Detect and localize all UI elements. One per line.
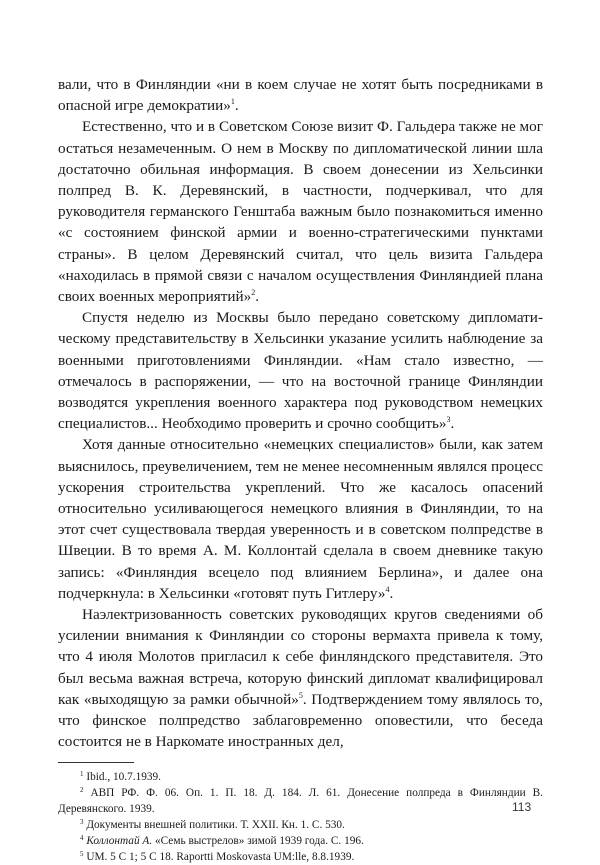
footnote-ref-1[interactable]: 1	[230, 97, 235, 107]
footnote-divider	[58, 762, 134, 763]
paragraph-5: Наэлектризованность советских руководящих кругов сведениями об усилении внимания к Финляндии со стороны вермахта привела к тому, что 4 июля Молотов пригласил к себе финляндского представителя. Это был весьма важная встреча, которую финский дипломат квалифицировал как «выходящую за рамки обычной»$^5$. Подтверждением тому являлось то, что финское полпредство заблаговременно оповестили, что беседа состоится не в Наркомате иностранных дел,	[58, 606, 543, 751]
paragraph-2: Естественно, что и в Советском Союзе визит Ф. Гальдера также не мог остаться незамеченным. О нем в Москву по дипломатической линии шла достаточно обильная информация. В своем донесении из Хельсинки полпред В. К. Деревянский, в частности, подчеркивал, что для руководителя германского Генштаба важным было познакомиться именно «с состоянием финской армии и военно-стратегическими пунктами страны». В целом Деревянский считал, что цель визита Гальдера «находилась в прямой связи с началом осуществления Финляндией плана своих военных мероприятий»$^2$.	[58, 118, 543, 306]
page-number: 113	[512, 800, 532, 814]
footnote-2: $^2$ АВП РФ. Ф. 06. Оп. 1. П. 18. Д. 184. Л. 61. Донесение полпреда в Финляндии В. Деревянского. 1939.	[58, 785, 543, 815]
footnote-ref-2[interactable]: 2	[251, 288, 256, 298]
paragraph-3: Спустя неделю из Москвы было передано советскому дипломатическому представительству в Хельсинки указание усилить наблюдение за военными приготовлениями Финляндии. «Нам стало известно, — отмечалось в распоряжении, — что на восточной границе Финляндии возводятся укрепления военного характера под руководством немецких специалистов... Необходимо проверить и срочно сообщить»$^3$.	[58, 309, 543, 433]
footnote-1: $^1$ Ibid., 10.7.1939.	[80, 769, 162, 783]
body-text	[58, 74, 543, 753]
footnotes	[58, 769, 543, 865]
footnote-ref-4[interactable]: 4	[385, 584, 390, 594]
paragraph-4: Хотя данные относительно «немецких специалистов» были, как затем выяснилось, преувеличением, тем не менее несомненным являлся процесс ускорения строительства укреплений. Что же касалось опасений относительно усиливающегося немецкого влияния в Финляндии, то на этот счет существовала твердая уверенность и в советском полпредстве в Швеции. В то время А. М. Коллонтай сделала в своем дневнике такую запись: «Финляндия всецело под влиянием Берлина», и далее она подчеркнула: в Хельсинки «готовят путь Гитлеру»$^4$.	[58, 436, 543, 602]
footnote-4: $^4$ Коллонтай А. «Семь выстрелов» зимой 1939 года. С. 196.	[80, 833, 364, 847]
footnote-3: $^3$ Документы внешней политики. Т. XXII. Кн. 1. С. 530.	[80, 817, 345, 831]
footnote-ref-3[interactable]: 3	[446, 415, 451, 425]
footnote-ref-5[interactable]: 5	[298, 690, 303, 700]
paragraph-1: вали, что в Финляндии «ни в коем случае не хотят быть посредниками в опасной игре демократии»$^1$.	[58, 76, 543, 115]
book-page	[58, 74, 543, 865]
footnote-5: $^5$ UM. 5 C 1; 5 C 18. Raportti Moskovasta UM:lle, 8.8.1939.	[80, 849, 355, 863]
